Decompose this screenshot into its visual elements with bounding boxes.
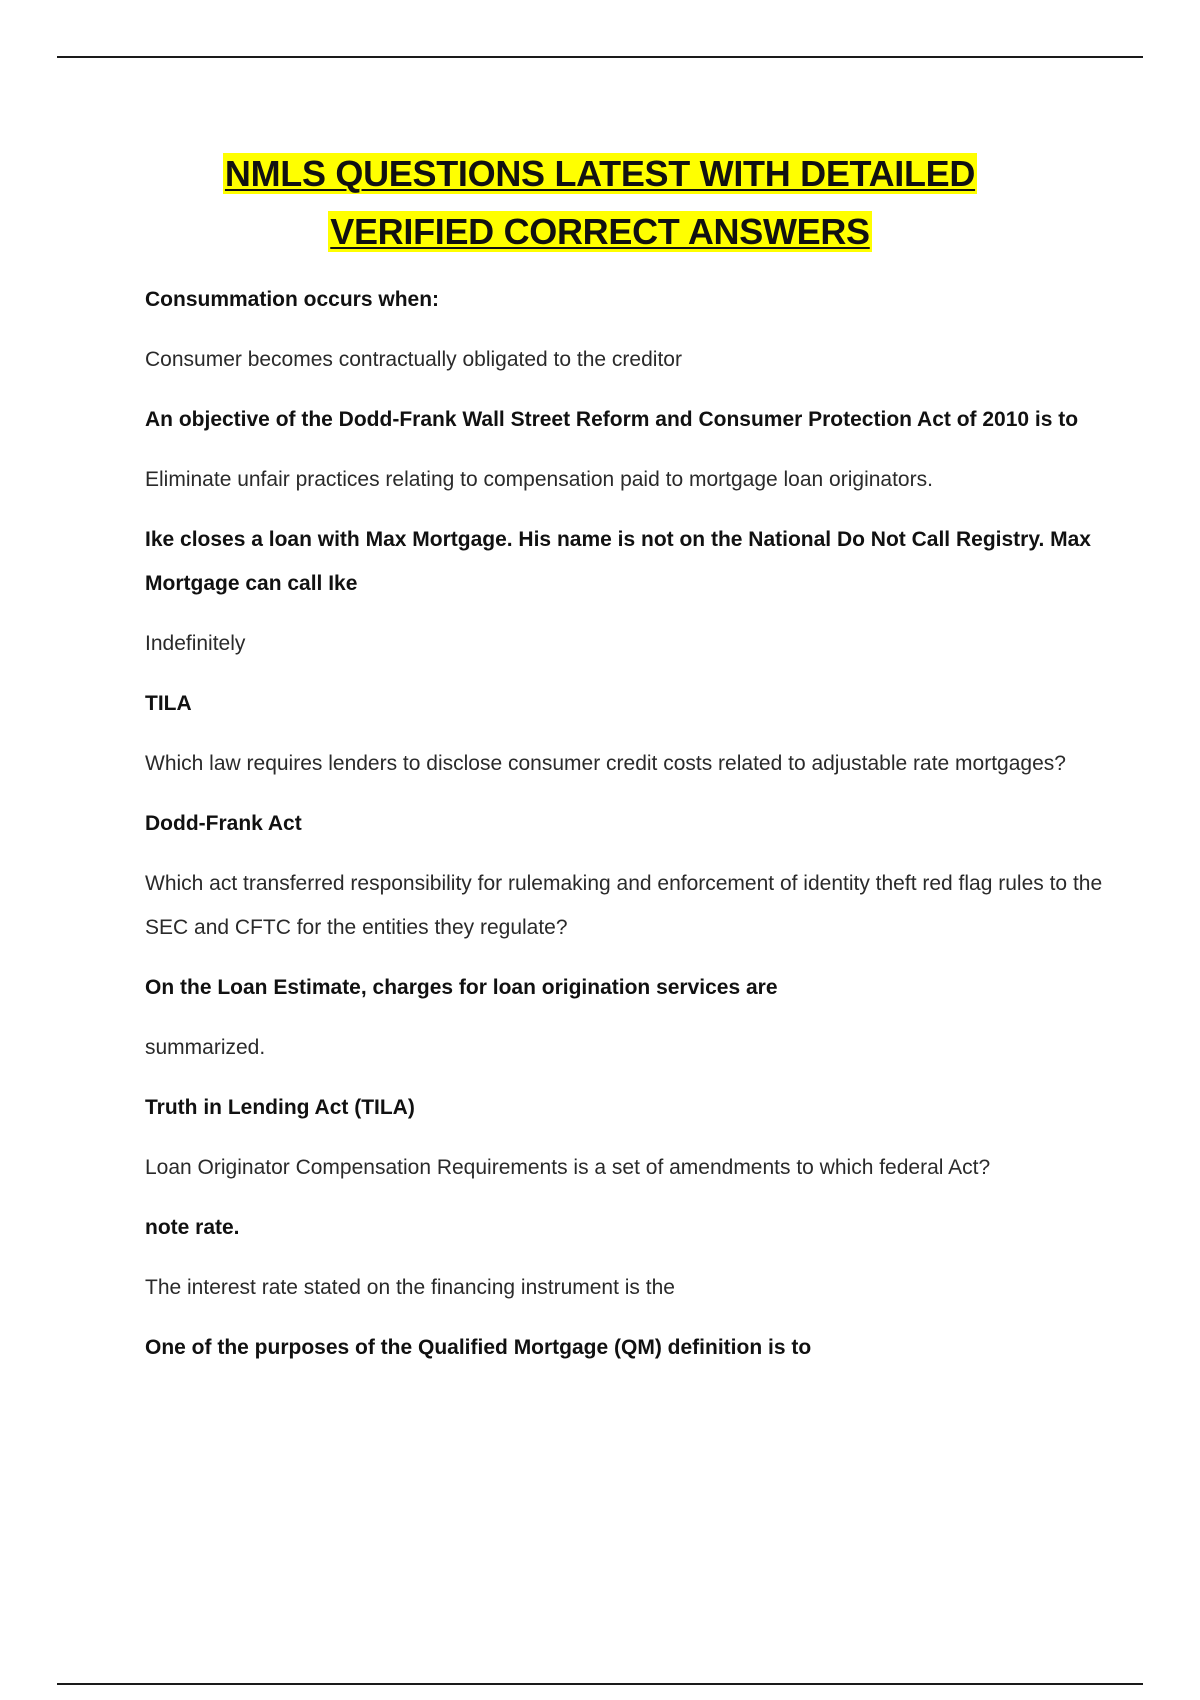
question-text: TILA bbox=[145, 692, 192, 715]
question-text: An objective of the Dodd-Frank Wall Street Reform and Consumer Protection Act of 2010 is to bbox=[145, 408, 1079, 431]
question-text: On the Loan Estimate, charges for loan origination services are bbox=[145, 976, 778, 999]
header-rule bbox=[57, 56, 1143, 58]
question-text: One of the purposes of the Qualified Mortgage (QM) definition is to bbox=[145, 1336, 812, 1359]
title-line-2: VERIFIED CORRECT ANSWERS bbox=[330, 211, 870, 252]
qa-list bbox=[145, 278, 1105, 1386]
answer-text: Consumer becomes contractually obligated to the creditor bbox=[145, 348, 682, 371]
question-text: Consummation occurs when: bbox=[145, 288, 440, 311]
footer-rule bbox=[57, 1683, 1143, 1685]
question-text: Truth in Lending Act (TILA) bbox=[145, 1096, 415, 1119]
question-text: Dodd-Frank Act bbox=[145, 812, 302, 835]
title-line-1: NMLS QUESTIONS LATEST WITH DETAILED bbox=[224, 153, 976, 194]
answer-text: Indefinitely bbox=[145, 632, 246, 655]
answer-text: Which law requires lenders to disclose consumer credit costs related to adjustable rate mortgages? bbox=[145, 752, 1066, 775]
answer-text: Loan Originator Compensation Requirements is a set of amendments to which federal Act? bbox=[145, 1156, 991, 1179]
answer-text: Which act transferred responsibility for rulemaking and enforcement of identity theft red flag rules to the SEC and CFTC for the entities they regulate? bbox=[145, 872, 1103, 939]
answer-text: The interest rate stated on the financing instrument is the bbox=[145, 1276, 675, 1299]
question-text: note rate. bbox=[145, 1216, 240, 1239]
page-title bbox=[0, 145, 1200, 261]
answer-text: summarized. bbox=[145, 1036, 266, 1059]
answer-text: Eliminate unfair practices relating to compensation paid to mortgage loan originators. bbox=[145, 468, 933, 491]
question-text: Ike closes a loan with Max Mortgage. His name is not on the National Do Not Call Registry. Max Mortgage can call Ike bbox=[145, 528, 1091, 595]
